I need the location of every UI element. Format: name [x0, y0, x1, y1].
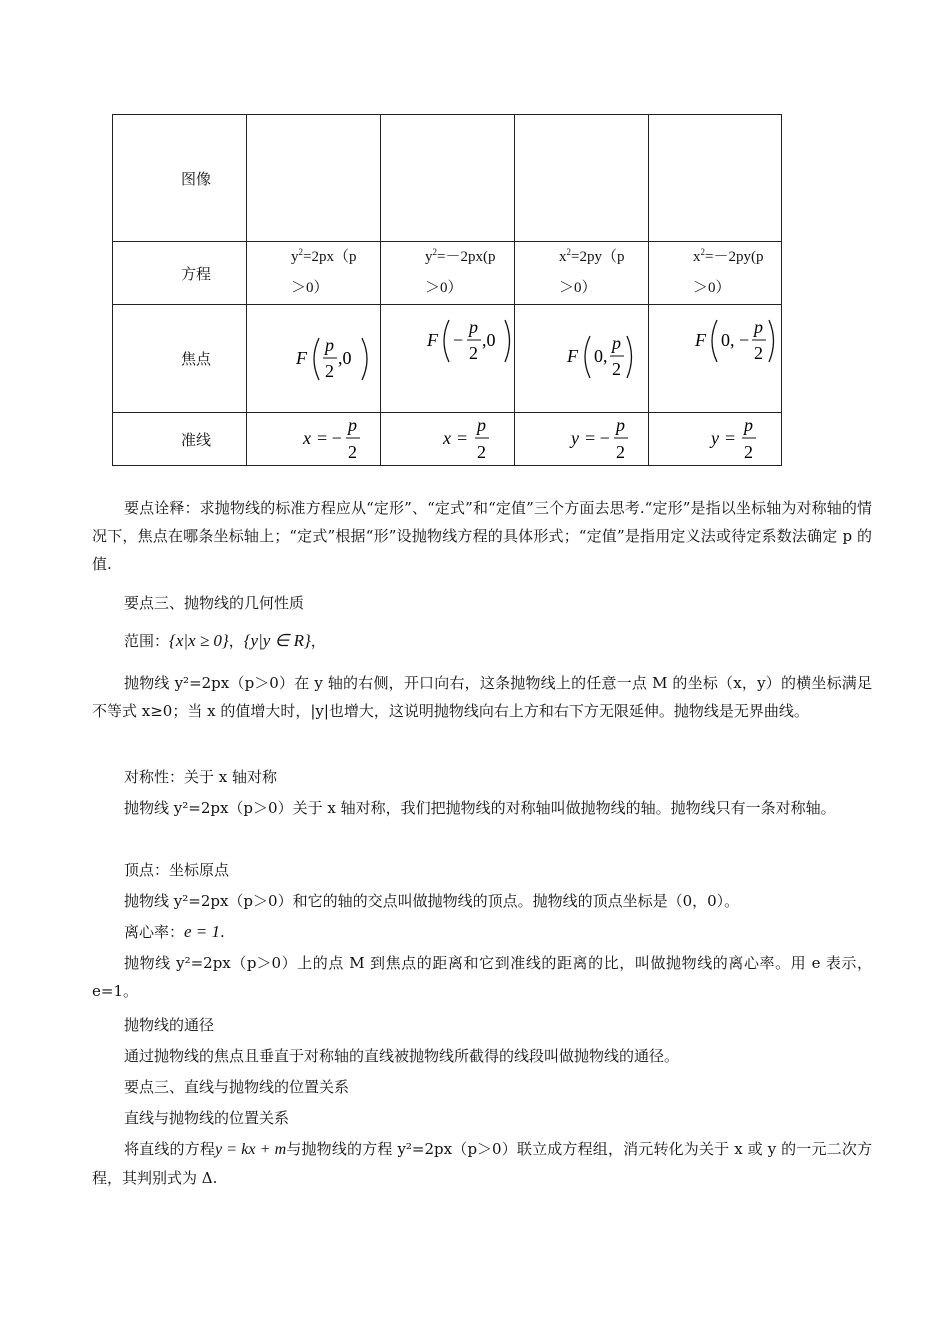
graph-cell-2 — [381, 115, 515, 242]
frac-den: 2 — [616, 442, 625, 462]
focus-formula-4 — [649, 305, 782, 412]
heading-geometric-properties: 要点三、抛物线的几何性质 — [124, 594, 305, 612]
heading-line-position: 要点三、直线与抛物线的位置关系 — [124, 1078, 350, 1096]
focus-F: F — [567, 346, 578, 366]
latus-paragraph: 通过抛物线的焦点且垂直于对称轴的直线被抛物线所截得的线段叫做抛物线的通径。 — [124, 1047, 680, 1065]
minus: − — [453, 330, 464, 350]
equation-cell-1: $y^2=2px(p$ ＞0） — [247, 242, 381, 305]
vertex-paragraph: 抛物线 y²=2px（p＞0）和它的轴的交点叫做抛物线的顶点。抛物线的顶点坐标是（0，0）。 — [124, 892, 740, 910]
focus-formula-2 — [381, 305, 515, 412]
table-row-image — [113, 115, 782, 242]
range-set-x: {x|x ≥ 0} — [169, 631, 229, 650]
left-paren — [585, 336, 590, 378]
pre: 0, — [721, 330, 735, 350]
note-paragraph: 要点诠释：求抛物线的标准方程应从“定形”、“定式”和“定值”三个方面去思考.“定形”是指以坐标轴为对称轴的情况下，焦点在哪条坐标轴上；“定式”根据“形”设抛物线方程的具体形式；“定值”是指用定义法或待定系数法确定 p 的值. — [92, 499, 872, 573]
frac-den: 2 — [744, 442, 753, 462]
sign: = − — [585, 428, 610, 448]
row-label-directrix: 准线 — [113, 413, 247, 466]
right-paren — [362, 338, 367, 380]
left-paren — [314, 338, 319, 380]
graph-cell-3 — [515, 115, 649, 242]
focus-cell-4 — [649, 305, 782, 413]
table-row-focus — [113, 305, 782, 413]
range-line — [124, 627, 326, 655]
focus-formula-3 — [515, 305, 649, 412]
minus: − — [739, 330, 750, 350]
line-parabola-paragraph: 将直线的方程y = kx + m与抛物线的方程 y²=2px（p＞0）联立成方程组，消元转化为关于 x 或 y 的一元二次方程，其判别式为 Δ. — [92, 1140, 872, 1187]
frac-num: p — [477, 415, 486, 435]
equation-cell-3: $x^2=2py(p$ ＞0） — [515, 242, 649, 305]
row-label-equation: 方程 — [113, 242, 247, 305]
ecc-end: . — [220, 923, 225, 941]
sign: = — [725, 428, 736, 448]
post: ,0 — [338, 348, 352, 368]
line-equation: y = kx + m — [215, 1141, 287, 1158]
equation-cell-2: $y^2=-2px(p$ ＞0） — [381, 242, 515, 305]
focus-cell-1 — [247, 305, 381, 413]
right-paren — [505, 320, 510, 362]
table-row-directrix — [113, 413, 782, 466]
frac-num: p — [616, 415, 625, 435]
table-row-equation — [113, 242, 782, 305]
latus-heading: 抛物线的通径 — [124, 1016, 215, 1034]
frac-den: 2 — [348, 442, 357, 462]
right-paren — [627, 336, 632, 378]
focus-formula-1 — [247, 305, 381, 412]
frac-num: p — [325, 335, 334, 355]
left-paren — [712, 320, 717, 362]
directrix-formula-4 — [649, 413, 782, 465]
frac-num: p — [348, 415, 357, 435]
graph-cell-1 — [247, 115, 381, 242]
eccentricity-line — [124, 918, 225, 946]
post: ,0 — [482, 330, 496, 350]
frac-den: 2 — [612, 359, 621, 379]
range-set-y: {y|y ∈ R} — [243, 631, 311, 650]
symmetry-paragraph: 抛物线 y²=2px（p＞0）关于 x 轴对称，我们把抛物线的对称轴叫做抛物线的轴。抛物线只有一条对称轴。 — [124, 799, 836, 817]
frac-den: 2 — [469, 343, 478, 363]
directrix-formula-2 — [381, 413, 515, 465]
ecc-math: e = 1 — [184, 922, 221, 941]
directrix-cell-4 — [649, 413, 782, 466]
focus-F: F — [296, 348, 307, 368]
directrix-cell-3 — [515, 413, 649, 466]
focus-cell-2 — [381, 305, 515, 413]
focus-cell-3 — [515, 305, 649, 413]
row-label-image: 图像 — [113, 115, 247, 242]
graph-cell-4 — [649, 115, 782, 242]
var: x — [443, 428, 451, 448]
directrix-cell-2 — [381, 413, 515, 466]
sign: = − — [317, 428, 342, 448]
row-label-focus: 焦点 — [113, 305, 247, 413]
focus-F: F — [695, 330, 706, 350]
frac-den: 2 — [325, 361, 334, 381]
directrix-formula-3 — [515, 413, 649, 465]
directrix-formula-1 — [247, 413, 381, 465]
eccentricity-paragraph: 抛物线 y²=2px（p＞0）上的点 M 到焦点的距离和它到准线的距离的比，叫做抛物线的离心率。用 e 表示，e=1。 — [92, 954, 872, 1000]
range-sep: ， — [228, 632, 244, 650]
range-paragraph: 抛物线 y²=2px（p＞0）在 y 轴的右侧，开口向右，这条抛物线上的任意一点 M 的坐标（x，y）的横坐标满足不等式 x≥0；当 x 的值增大时，|y|也增大，这说明抛物线向右上方和右下方无限延伸。抛物线是无界曲线。 — [92, 674, 872, 720]
frac-den: 2 — [754, 343, 763, 363]
frac-num: p — [469, 317, 478, 337]
range-end: ， — [310, 632, 326, 650]
left-paren — [444, 320, 449, 362]
sign: = — [457, 428, 468, 448]
frac-num: p — [744, 415, 753, 435]
var: x — [303, 428, 311, 448]
right-paren — [769, 320, 774, 362]
frac-num: p — [754, 317, 763, 337]
frac-num: p — [612, 333, 621, 353]
parabola-table — [112, 114, 782, 466]
vertex-heading: 顶点：坐标原点 — [124, 861, 230, 879]
subheading-line-position: 直线与抛物线的位置关系 — [124, 1109, 290, 1127]
ecc-label: 离心率： — [124, 923, 185, 941]
var: y — [711, 428, 719, 448]
range-label: 范围： — [124, 632, 170, 650]
equation-cell-4: $x^2=-2py(p$ ＞0） — [649, 242, 782, 305]
directrix-cell-1 — [247, 413, 381, 466]
var: y — [571, 428, 579, 448]
pre: 0, — [594, 346, 608, 366]
symmetry-heading: 对称性：关于 x 轴对称 — [124, 768, 277, 786]
focus-F: F — [427, 330, 438, 350]
frac-den: 2 — [477, 442, 486, 462]
